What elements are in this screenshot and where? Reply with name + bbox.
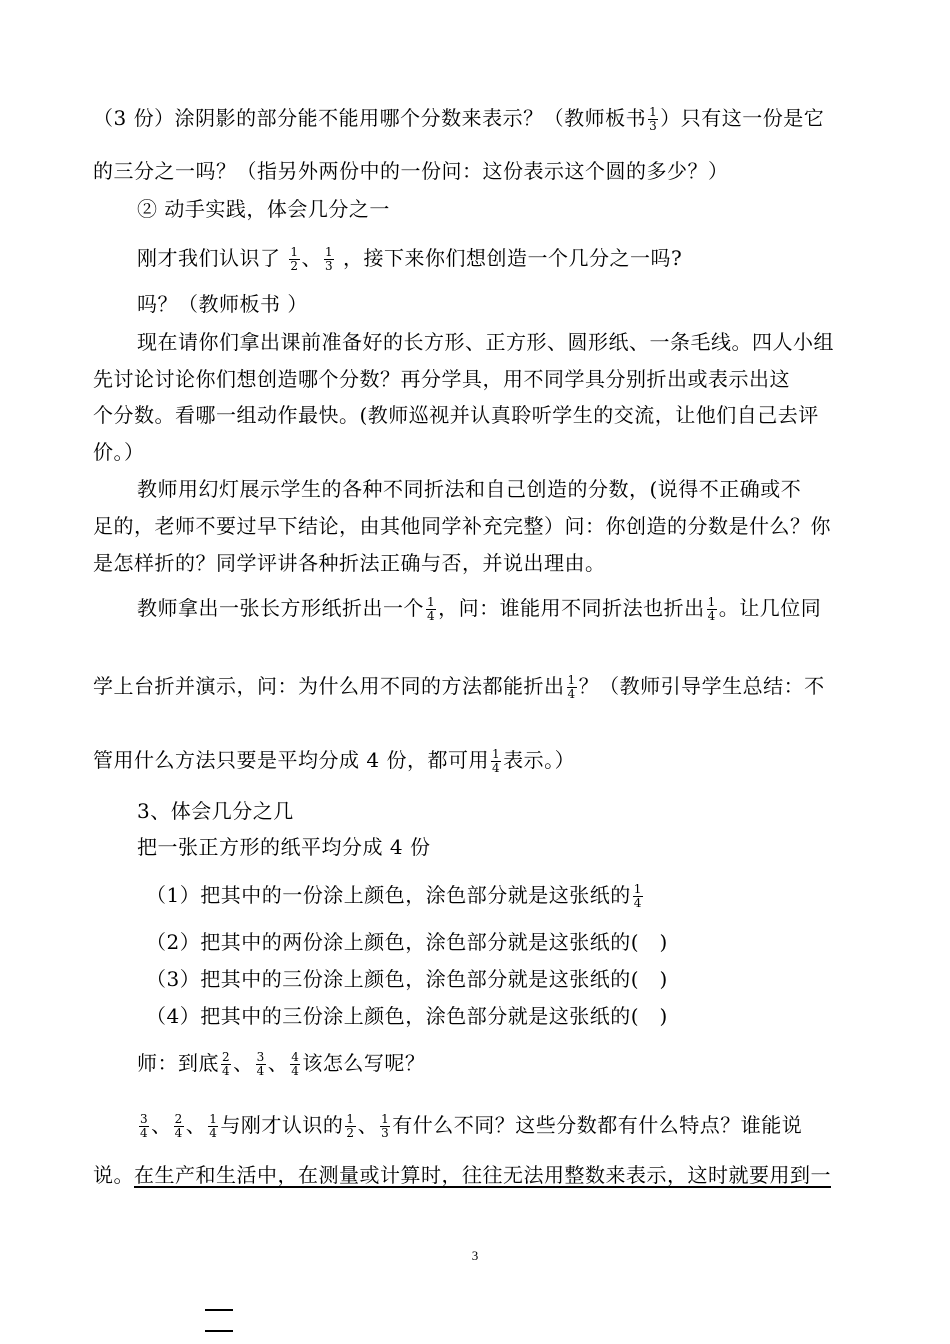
page-number: 3 [471,1248,479,1263]
paragraph-line: 刚才我们认识了 $\frac{1}{2}$ 、 $\frac{1}{3}$ ，接下来你们想创造一个几分之一吗? [137,245,683,273]
section-heading: ② 动手实践，体会几分之一 [137,197,390,221]
fraction: $\frac{1}{4}$ [491,747,501,775]
fraction: $\frac{1}{3}$ [381,1112,390,1140]
list-item: （3）把其中的三份涂上颜色，涂色部分就是这张纸的( ) [146,967,668,991]
list-item: （1）把其中的一份涂上颜色，涂色部分就是这张纸的 $\frac{1}{4}$ [146,882,642,910]
fraction: $\frac{2}{4}$ [222,1050,231,1078]
paragraph-line: 管用什么方法只要是平均分成 4 份，都可用 $\frac{1}{4}$ 表示。） [93,747,576,775]
fraction: $\frac{1}{4}$ [209,1112,218,1140]
decorative-rule [205,1330,233,1332]
paragraph-line: 教师用幻灯展示学生的各种不同折法和自己创造的分数，(说得不正确或不 [137,477,802,501]
fraction: $\frac{1}{2}$ [290,245,299,273]
paragraph-line: 是怎样折的？同学评讲各种折法正确与否，并说出理由。 [93,551,606,575]
paragraph-line: 的三分之一吗？（指另外两份中的一份问：这份表示这个圆的多少？） [93,159,729,183]
paragraph-line: 先讨论讨论你们想创造哪个分数？再分学具，用不同学具分别折出或表示出这 [93,367,790,391]
fraction: $\frac{4}{4}$ [291,1050,300,1078]
fraction: $\frac{1}{4}$ [427,595,436,623]
fraction: $\frac{1}{4}$ [707,595,716,623]
paragraph-line: 把一张正方形的纸平均分成 4 份 [137,835,431,859]
paragraph-line: 教师拿出一张长方形纸折出一个 $\frac{1}{4}$ ，问：谁能用不同折法也折出 $\frac{1}{4}$ 。让几位同 [137,595,822,623]
paragraph-line: 足的，老师不要过早下结论，由其他同学补充完整）问：你创造的分数是什么？你 [93,514,831,538]
paragraph-line: （3 份）涂阴影的部分能不能用哪个分数来表示？（教师板书 $\frac{1}{3}$ ）只有这一份是它 [93,105,825,133]
paragraph-line: 价。） [93,440,145,464]
fraction: $\frac{1}{4}$ [633,882,642,910]
fraction: $\frac{3}{4}$ [256,1050,265,1078]
paragraph-line: $\frac{3}{4}$ 、 $\frac{2}{4}$ 、 $\frac{1}{4}$ 与刚才认识的 $\frac{1}{2}$ 、 $\frac{1}{3}$ 有什么不同？这些分数都有什么特点？谁能说 [140,1112,803,1140]
paragraph-line: 吗？（教师板书 ） [137,292,308,316]
decorative-rule [205,1309,233,1311]
underlined-text: 在生产和生活中，在测量或计算时，往往无法用整数来表示，这时就要用到一 [134,1163,831,1187]
section-heading: 3、体会几分之几 [137,799,294,823]
fraction: $\frac{1}{4}$ [567,673,576,701]
paragraph-line: 师：到底 $\frac{2}{4}$ 、 $\frac{3}{4}$ 、 $\frac{4}{4}$ 该怎么写呢？ [137,1050,426,1078]
paragraph-line: 学上台折并演示，问：为什么用不同的方法都能折出 $\frac{1}{4}$ ？（教师引导学生总结：不 [93,673,825,701]
fraction: $\frac{3}{4}$ [140,1112,149,1140]
fraction: $\frac{1}{3}$ [325,245,334,273]
list-item: （4）把其中的三份涂上颜色，涂色部分就是这张纸的( ) [146,1004,668,1028]
fraction: $\frac{1}{3}$ [649,105,658,133]
paragraph-line: 现在请你们拿出课前准备好的长方形、正方形、圆形纸、一条毛线。四人小组 [137,330,834,354]
paragraph-line: 说。在生产和生活中，在测量或计算时，往往无法用整数来表示，这时就要用到一 [93,1163,831,1187]
paragraph-line: 个分数。看哪一组动作最快。(教师巡视并认真聆听学生的交流，让他们自己去评 [93,403,819,427]
list-item: （2）把其中的两份涂上颜色，涂色部分就是这张纸的( ) [146,930,668,954]
fraction: $\frac{1}{2}$ [346,1112,355,1140]
fraction: $\frac{2}{4}$ [174,1112,183,1140]
